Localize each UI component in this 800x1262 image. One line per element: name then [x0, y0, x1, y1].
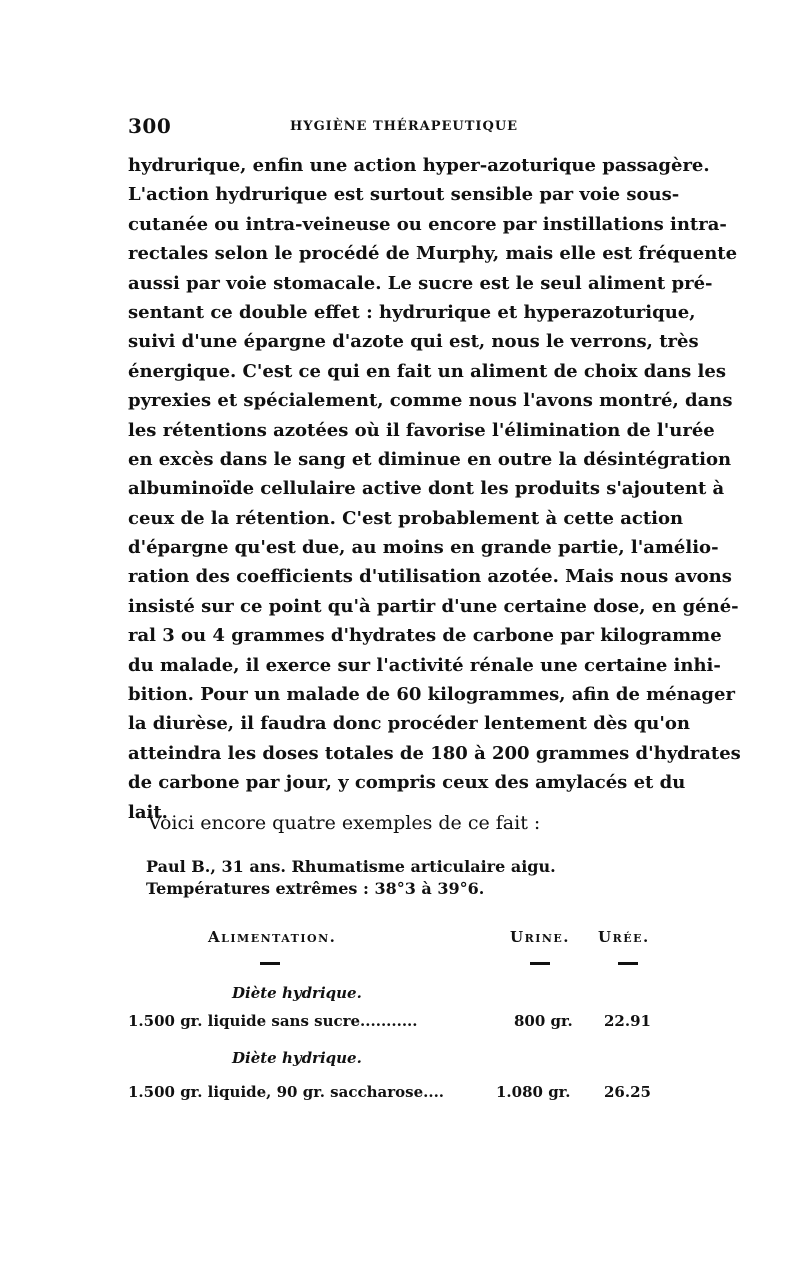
column-rule	[260, 962, 280, 965]
body-line: sentant ce double effet : hydrurique et hyperazoturique,	[128, 301, 696, 323]
body-line: les rétentions azotées où il favorise l'élimination de l'urée	[128, 419, 715, 441]
page-number: 300	[128, 114, 172, 138]
column-header-urine: Urine.	[510, 928, 571, 946]
body-line: du malade, il exerce sur l'activité rénale une certaine inhi-	[128, 654, 721, 676]
body-line: de carbone par jour, y compris ceux des amylacés et du	[128, 772, 686, 794]
case-patient-line: Paul B., 31 ans. Rhumatisme articulaire aigu.	[146, 857, 556, 876]
page-header	[128, 114, 672, 138]
uree-cell: 26.25	[604, 1083, 651, 1101]
body-line: cutanée ou intra-veineuse ou encore par instillations intra-	[128, 213, 727, 235]
uree-cell: 22.91	[604, 1012, 651, 1030]
body-line: rectales selon le procédé de Murphy, mais elle est fréquente	[128, 243, 738, 265]
body-line: énergique. C'est ce qui en fait un aliment de choix dans les	[128, 360, 726, 382]
body-line: albuminoïde cellulaire active dont les produits s'ajoutent à	[128, 478, 725, 500]
diet-label: Diète hydrique.	[232, 1049, 362, 1067]
body-line: en excès dans le sang et diminue en outre la désintégration	[128, 448, 732, 470]
diet-label: Diète hydrique.	[232, 984, 362, 1002]
food-cell: 1.500 gr. liquide, 90 gr. saccharose....	[128, 1083, 445, 1101]
case-description	[146, 856, 556, 900]
body-line: lait.	[128, 801, 168, 823]
body-line: L'action hydrurique est surtout sensible par voie sous-	[128, 184, 680, 206]
body-paragraph	[128, 151, 741, 827]
body-line: ceux de la rétention. C'est probablement à cette action	[128, 507, 684, 529]
body-line: atteindra les doses totales de 180 à 200 grammes d'hydrates	[128, 742, 741, 764]
urine-cell: 1.080 gr.	[496, 1083, 571, 1101]
column-rule	[618, 962, 638, 965]
body-line: la diurèse, il faudra donc procéder lentement dès qu'on	[128, 713, 690, 735]
body-line: pyrexies et spécialement, comme nous l'avons montré, dans	[128, 390, 733, 412]
body-line: insisté sur ce point qu'à partir d'une certaine dose, en géné-	[128, 595, 739, 617]
column-rule	[530, 962, 550, 965]
urine-cell: 800 gr.	[514, 1012, 573, 1030]
running-head: HYGIÈNE THÉRAPEUTIQUE	[290, 119, 519, 134]
diet-table	[128, 924, 672, 1114]
body-line: hydrurique, enfin une action hyper-azoturique passagère.	[128, 155, 710, 176]
column-header-uree: Urée.	[598, 928, 650, 946]
body-line: ration des coefficients d'utilisation azotée. Mais nous avons	[128, 566, 732, 588]
body-line: d'épargne qu'est due, au moins en grande partie, l'amélio-	[128, 537, 719, 559]
body-line: ral 3 ou 4 grammes d'hydrates de carbone par kilogramme	[128, 625, 722, 647]
body-line: aussi par voie stomacale. Le sucre est le seul aliment pré-	[128, 272, 713, 294]
case-temperature-line: Températures extrêmes : 38°3 à 39°6.	[146, 879, 485, 898]
column-header-alimentation: Alimentation.	[208, 928, 337, 946]
examples-intro: Voici encore quatre exemples de ce fait :	[148, 812, 541, 834]
food-cell: 1.500 gr. liquide sans sucre...........	[128, 1012, 418, 1030]
body-line: suivi d'une épargne d'azote qui est, nous le verrons, très	[128, 331, 699, 353]
body-line: bition. Pour un malade de 60 kilogrammes, afin de ménager	[128, 684, 735, 706]
